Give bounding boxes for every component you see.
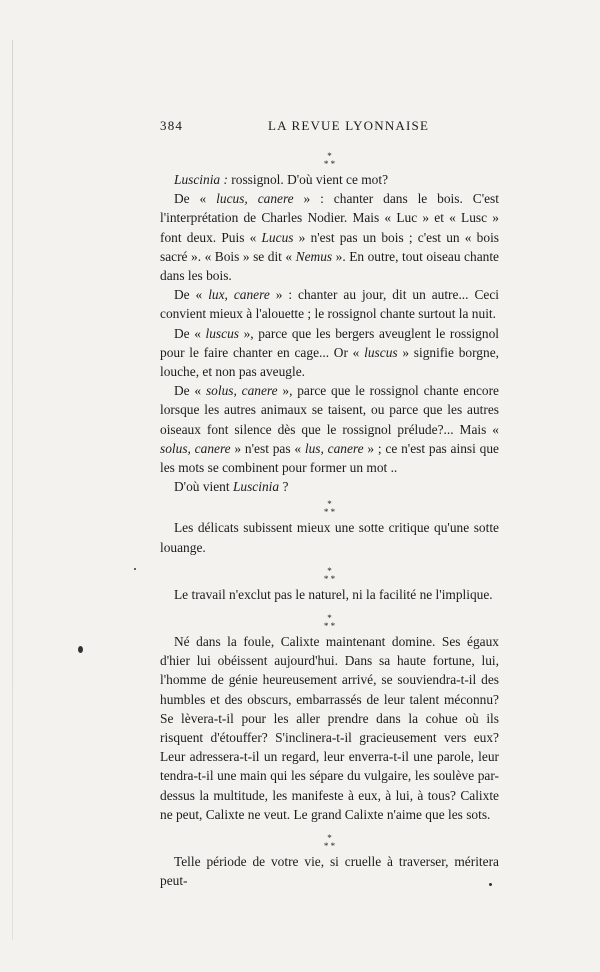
section-separator: * * *: [323, 151, 336, 169]
paragraph: Le travail n'exclut pas le naturel, ni la facilité ne l'implique.: [174, 586, 493, 602]
paragraph: De « solus, canere », parce que le rossignol chante encore lorsque les autres animaux se taisent, ou parce que les autres oiseaux font silence dès que le rossignol prélude?... Mais « solus, canere » n'est pas « lus, canere » ; ce n'est pas ainsi que les mots se combinent pour former un mot ..: [160, 383, 499, 476]
section-separator: * * *: [323, 833, 336, 852]
section-separator: * * *: [323, 565, 336, 584]
paragraph: De « luscus », parce que les bergers aveuglent le rossignol pour le faire chanter en cage... Or « luscus » signifie borgne, louche, et non pas aveugle.: [160, 325, 499, 380]
paragraph: D'où vient Luscinia ?: [174, 479, 289, 495]
section-separator: * * *: [323, 613, 336, 632]
section-separator: * * *: [323, 499, 336, 518]
page-edge-line: [12, 40, 13, 940]
paragraph: Telle période de votre vie, si cruelle à traverser, méritera peut-: [160, 854, 499, 889]
ink-speck: [134, 568, 136, 570]
journal-title: LA REVUE LYONNAISE: [268, 118, 430, 133]
paragraph: Les délicats subissent mieux une sotte critique qu'une sotte louange.: [160, 520, 499, 555]
page-body: [160, 148, 499, 891]
paragraph: Né dans la foule, Calixte maintenant domine. Ses égaux d'hier lui obéissent aujourd'hui. Dans sa haute fortune, lui, l'homme de génie heureusement arrivé, se souviendra-t-il des humbles et des obscurs, embarrassés de leur talent méconnu? Se lèvera-t-il pour les aller prendre dans la cohue où ils risquent d'étouffer? S'inclinera-t-il gracieusement vers eux? Leur adressera-t-il un regard, leur enverra-t-il une parole, leur tendra-t-il une main qui les sépare du vulgaire, les soulève par-dessus la multitude, les manifeste à eux, à lui, à tous? Calixte ne peut, Calixte ne veut. Le grand Calixte n'aime que les sots.: [160, 634, 499, 822]
paragraph: De « lucus, canere » : chanter dans le bois. C'est l'interprétation de Charles Nodier. Mais « Luc » et « Lusc » font deux. Puis « Lucus » n'est pas un bois ; c'est un « bois sacré ». « Bois » se dit « Nemus ». En outre, tout oiseau chante dans les bois.: [160, 191, 499, 284]
ink-spot: [78, 646, 83, 653]
page-number: 384: [160, 118, 184, 133]
paragraph: Luscinia : rossignol. D'où vient ce mot?: [174, 172, 389, 187]
paragraph: De « lux, canere » : chanter au jour, dit un autre... Ceci convient mieux à l'alouette ; le rossignol chante surtout la nuit.: [160, 287, 499, 322]
